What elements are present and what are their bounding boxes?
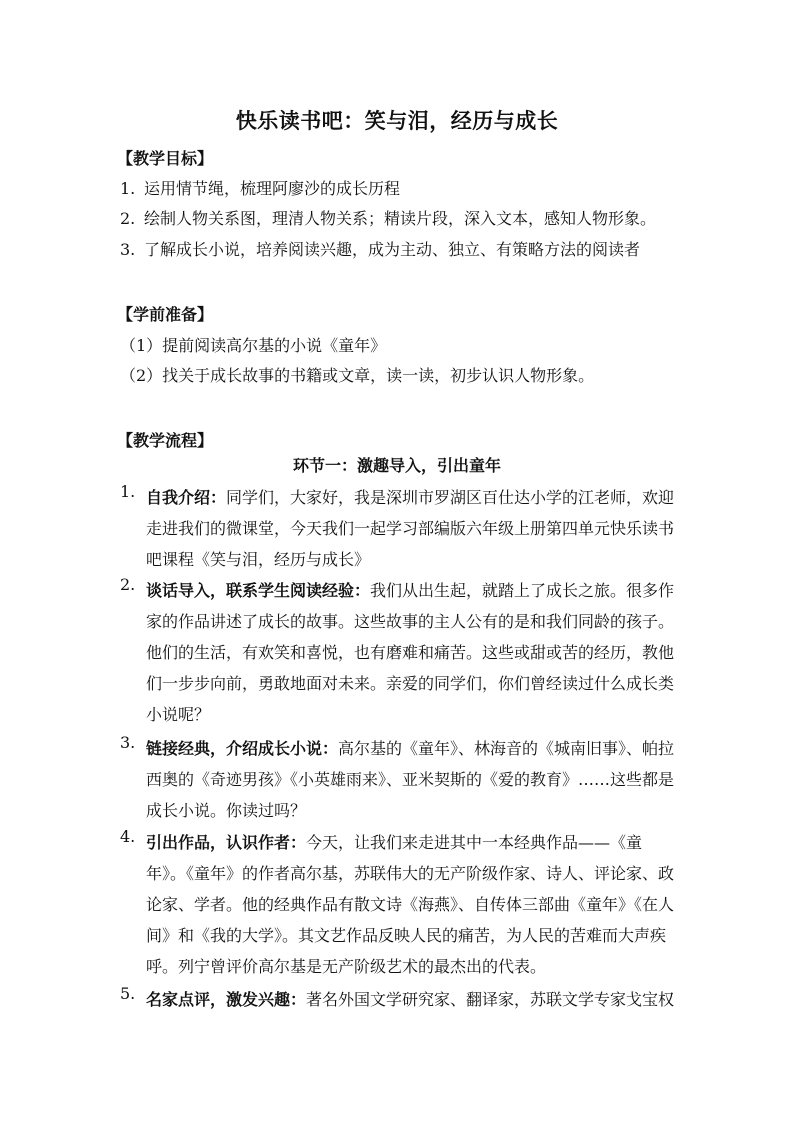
step-text: 今天，让我们来走进其中一本经典作品——《童年》。《童年》的作者高尔基，苏联伟大的无产阶级作家、诗人、评论家、政论家、学者。他的经典作品有散文诗《海燕》、自传体三部曲《童年》《在人间》和《我的大学》。其文艺作品反映人民的痛苦，为人民的苦难而大声疾呼。列宁曾评价高尔基是无产阶级艺术的最杰出的代表。 (146, 833, 675, 976)
step-lead: 链接经典，介绍成长小说： (146, 739, 339, 758)
preparation-heading: 【学前准备】 (117, 305, 214, 324)
step-text: 著名外国文学研究家、翻译家，苏联文学专家戈宝权 (306, 990, 675, 1009)
step-text: 高尔基的《童年》、林海音的《城南旧事》、帕拉西奥的《奇迹男孩》《小英雄雨来》、亚米契斯的《爱的教育》……这些都是成长小说。你读过吗？ (146, 739, 675, 820)
process-heading: 【教学流程】 (117, 431, 214, 450)
objectives-heading: 【教学目标】 (117, 149, 214, 168)
step-number: 2. (120, 575, 136, 594)
process-step (120, 482, 680, 575)
step-text: 同学们，大家好，我是深圳市罗湖区百仕达小学的江老师，欢迎走进我们的微课堂，今天我们一起学习部编版六年级上册第四单元快乐读书吧课程《笑与泪，经历与成长》 (146, 488, 675, 569)
step-text: 我们从出生起，就踏上了成长之旅。很多作家的作品讲述了成长的故事。这些故事的主人公有的是和我们同龄的孩子。他们的生活，有欢笑和喜悦，也有磨难和痛苦。这些或甜或苦的经历，教他们一步步向前，勇敢地面对未来。亲爱的同学们，你们曾经读过什么成长类小说呢？ (146, 581, 675, 724)
objective-number: 2. (120, 209, 136, 228)
document-title: 快乐读书吧：笑与泪，经历与成长 (235, 108, 559, 133)
step-lead: 名家点评，激发兴趣： (146, 990, 307, 1009)
process-step (120, 984, 680, 1015)
objective-item (120, 237, 640, 260)
step-lead: 引出作品，认识作者： (146, 833, 307, 852)
step-lead: 自我介绍： (146, 488, 227, 507)
process-step (120, 827, 680, 982)
objective-number: 1. (120, 179, 136, 198)
step-number: 5. (120, 984, 136, 1003)
objective-text: 了解成长小说，培养阅读兴趣，成为主动、独立、有策略方法的阅读者 (144, 240, 641, 259)
step-number: 4. (120, 827, 136, 846)
preparation-item: （2）找关于成长故事的书籍或文章，读一读，初步认识人物形象。 (120, 366, 595, 385)
objective-number: 3. (120, 240, 136, 259)
process-step (120, 733, 680, 826)
objective-item (120, 206, 656, 229)
preparation-item: （1）提前阅读高尔基的小说《童年》 (120, 336, 387, 355)
step-number: 3. (120, 733, 136, 752)
objective-text: 绘制人物关系图，理清人物关系；精读片段，深入文本，感知人物形象。 (144, 209, 657, 228)
objective-item (120, 176, 400, 199)
step-number: 1. (120, 482, 136, 501)
step-lead: 谈话导入，联系学生阅读经验： (146, 581, 371, 600)
objective-text: 运用情节绳，梳理阿廖沙的成长历程 (144, 179, 401, 198)
process-step (120, 575, 680, 730)
section-title: 环节一：激趣导入，引出童年 (292, 456, 501, 475)
